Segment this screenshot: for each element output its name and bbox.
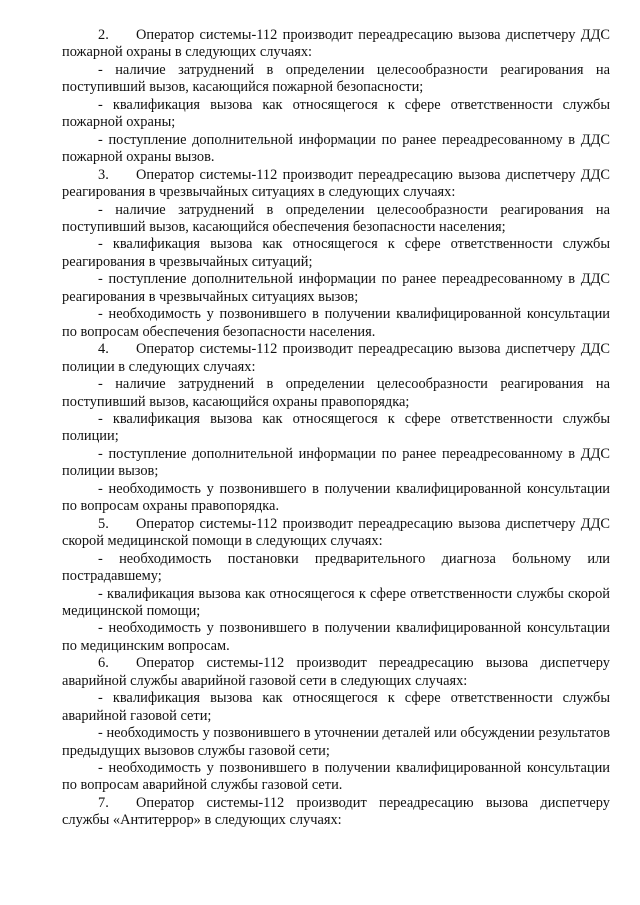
list-item: - квалификация вызова как относящегося к сфере ответственности службы аварийной газовой сети; [62, 690, 610, 724]
section-5 [62, 516, 610, 656]
section-intro [62, 27, 610, 62]
section-number: 7. [98, 794, 109, 811]
section-intro [62, 167, 610, 202]
section-4 [62, 341, 610, 516]
section-6 [62, 655, 610, 795]
list-item: - поступление дополнительной информации по ранее переадресованному в ДДС реагирования в чрезвычайных ситуациях вызов; [62, 271, 610, 305]
section-number: 4. [98, 341, 109, 358]
section-number: 3. [98, 166, 109, 183]
section-3 [62, 167, 610, 342]
list-item: - необходимость у позвонившего в получении квалифицированной консультации по вопросам аварийной службы газовой сети. [62, 760, 610, 794]
list-item: - поступление дополнительной информации по ранее переадресованному в ДДС пожарной охраны вызов. [62, 131, 610, 166]
document-page [62, 27, 610, 830]
section-7 [62, 795, 610, 830]
list-item: - необходимость у позвонившего в получении квалифицированной консультации по вопросам охраны правопорядка. [62, 480, 610, 515]
list-item: - наличие затруднений в определении целесообразности реагирования на поступивший вызов, касающийся охраны правопорядка; [62, 376, 610, 410]
list-item: - наличие затруднений в определении целесообразности реагирования на поступивший вызов, касающийся пожарной безопасности; [62, 61, 610, 96]
section-number: 2. [98, 27, 109, 43]
list-item: - необходимость у позвонившего в уточнении деталей или обсуждении результатов предыдущих вызовов службы газовой сети; [62, 725, 610, 759]
list-item: - наличие затруднений в определении целесообразности реагирования на поступивший вызов, касающийся обеспечения безопасности населения; [62, 201, 610, 235]
section-intro-text: Оператор системы-112 производит переадресацию вызова диспетчеру ДДС полиции в следующих случаях: [62, 341, 610, 375]
section-number: 5. [98, 515, 109, 532]
section-intro-text: Оператор системы-112 производит переадресацию вызова диспетчеру ДДС реагирования в чрезвычайных ситуациях в следующих случаях: [62, 166, 610, 201]
list-item: - квалификация вызова как относящегося к сфере ответственности службы реагирования в чрезвычайных ситуаций; [62, 236, 610, 270]
section-intro [62, 516, 610, 551]
list-item: - квалификация вызова как относящегося к сфере ответственности службы скорой медицинской помощи; [62, 585, 610, 619]
list-item: - квалификация вызова как относящегося к сфере ответственности службы пожарной охраны; [62, 96, 610, 131]
list-item: - необходимость у позвонившего в получении квалифицированной консультации по медицинским вопросам. [62, 620, 610, 654]
section-intro [62, 341, 610, 376]
section-intro-text: Оператор системы-112 производит переадресацию вызова диспетчеру ДДС скорой медицинской помощи в следующих случаях: [62, 515, 610, 550]
section-number: 6. [98, 655, 109, 672]
section-intro-text: Оператор системы-112 производит переадресацию вызова диспетчеру ДДС пожарной охраны в следующих случаях: [62, 27, 610, 61]
section-intro-text: Оператор системы-112 производит переадресацию вызова диспетчеру аварийной службы аварийной газовой сети в следующих случаях: [62, 655, 610, 689]
list-item: - поступление дополнительной информации по ранее переадресованному в ДДС полиции вызов; [62, 445, 610, 480]
section-2 [62, 27, 610, 167]
list-item: - необходимость постановки предварительного диагноза больному или пострадавшему; [62, 550, 610, 585]
section-intro [62, 655, 610, 690]
section-intro-text: Оператор системы-112 производит переадресацию вызова диспетчеру службы «Антитеррор» в следующих случаях: [62, 794, 610, 829]
list-item: - необходимость у позвонившего в получении квалифицированной консультации по вопросам обеспечения безопасности населения. [62, 306, 610, 340]
section-intro [62, 795, 610, 830]
list-item: - квалификация вызова как относящегося к сфере ответственности службы полиции; [62, 410, 610, 445]
